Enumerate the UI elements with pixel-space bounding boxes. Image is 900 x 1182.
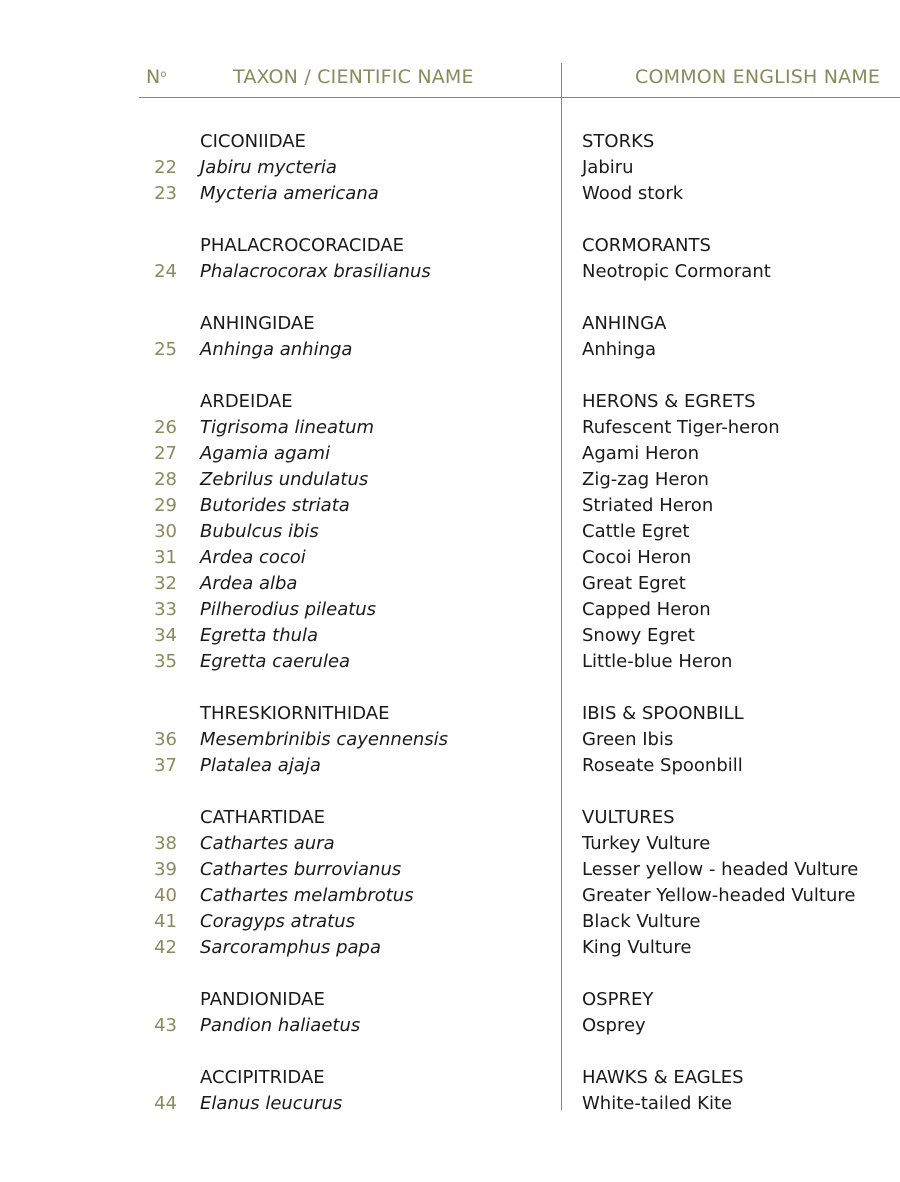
- scientific-name: Platalea ajaja: [200, 755, 321, 776]
- species-number: 43: [154, 1015, 177, 1036]
- family-name: ACCIPITRIDAE: [200, 1067, 325, 1088]
- table-header: [0, 0, 900, 99]
- species-row: [0, 441, 900, 467]
- species-row: [0, 415, 900, 441]
- species-number: 38: [154, 833, 177, 854]
- scientific-name: Zebrilus undulatus: [200, 469, 369, 490]
- scientific-name: Anhinga anhinga: [200, 339, 353, 360]
- species-number: 27: [154, 443, 177, 464]
- scientific-name: Phalacrocorax brasilianus: [200, 261, 431, 282]
- family-common-name: VULTURES: [582, 807, 675, 828]
- family-group: [0, 987, 900, 1039]
- species-number: 33: [154, 599, 177, 620]
- common-name: Cocoi Heron: [582, 547, 692, 568]
- family-row: [0, 389, 900, 415]
- species-row: [0, 857, 900, 883]
- common-name-column-header: COMMON ENGLISH NAME: [635, 66, 881, 88]
- species-number: 44: [154, 1093, 177, 1114]
- family-row: [0, 987, 900, 1013]
- species-number: 28: [154, 469, 177, 490]
- scientific-name: Egretta thula: [200, 625, 319, 646]
- family-row: [0, 311, 900, 337]
- species-row: [0, 727, 900, 753]
- family-name: ANHINGIDAE: [200, 313, 315, 334]
- species-number: 36: [154, 729, 177, 750]
- scientific-name: Jabiru mycteria: [200, 157, 337, 178]
- species-row: [0, 467, 900, 493]
- common-name: Osprey: [582, 1015, 646, 1036]
- species-number: 35: [154, 651, 177, 672]
- family-common-name: HAWKS & EAGLES: [582, 1067, 744, 1088]
- scientific-name: Egretta caerulea: [200, 651, 351, 672]
- species-number: 26: [154, 417, 177, 438]
- scientific-name: Pilherodius pileatus: [200, 599, 377, 620]
- scientific-name: Cathartes aura: [200, 833, 335, 854]
- species-row: [0, 545, 900, 571]
- scientific-name: Sarcoramphus papa: [200, 937, 381, 958]
- common-name: Jabiru: [582, 157, 634, 178]
- scientific-name: Ardea cocoi: [200, 547, 306, 568]
- family-name: THRESKIORNITHIDAE: [200, 703, 390, 724]
- common-name: Striated Heron: [582, 495, 714, 516]
- common-name: Neotropic Cormorant: [582, 261, 771, 282]
- species-row: [0, 493, 900, 519]
- species-row: [0, 181, 900, 207]
- family-group: [0, 233, 900, 285]
- species-row: [0, 519, 900, 545]
- common-name: Agami Heron: [582, 443, 700, 464]
- scientific-name: Cathartes burrovianus: [200, 859, 402, 880]
- species-number: 34: [154, 625, 177, 646]
- species-number: 40: [154, 885, 177, 906]
- common-name: Anhinga: [582, 339, 656, 360]
- species-number: 23: [154, 183, 177, 204]
- common-name: Green Ibis: [582, 729, 674, 750]
- family-group: [0, 311, 900, 363]
- species-row: [0, 935, 900, 961]
- scientific-name: Mesembrinibis cayennensis: [200, 729, 449, 750]
- scientific-name: Butorides striata: [200, 495, 350, 516]
- family-row: [0, 701, 900, 727]
- family-common-name: HERONS & EGRETS: [582, 391, 756, 412]
- species-number: 25: [154, 339, 177, 360]
- species-table: [0, 129, 900, 1143]
- family-common-name: IBIS & SPOONBILL: [582, 703, 744, 724]
- common-name: Cattle Egret: [582, 521, 690, 542]
- common-name: Roseate Spoonbill: [582, 755, 743, 776]
- taxon-column-header: TAXON / CIENTIFIC NAME: [233, 66, 474, 88]
- scientific-name: Bubulcus ibis: [200, 521, 319, 542]
- family-group: [0, 389, 900, 675]
- family-row: [0, 805, 900, 831]
- species-row: [0, 337, 900, 363]
- family-common-name: OSPREY: [582, 989, 654, 1010]
- family-common-name: ANHINGA: [582, 313, 667, 334]
- species-row: [0, 571, 900, 597]
- family-row: [0, 1065, 900, 1091]
- species-row: [0, 909, 900, 935]
- family-group: [0, 701, 900, 779]
- common-name: Greater Yellow-headed Vulture: [582, 885, 856, 906]
- species-row: [0, 883, 900, 909]
- family-name: ARDEIDAE: [200, 391, 293, 412]
- species-number: 29: [154, 495, 177, 516]
- species-number: 22: [154, 157, 177, 178]
- species-row: [0, 831, 900, 857]
- number-column-header: [146, 66, 167, 88]
- family-name: PHALACROCORACIDAE: [200, 235, 405, 256]
- common-name: King Vulture: [582, 937, 692, 958]
- family-group: [0, 805, 900, 961]
- species-number: 41: [154, 911, 177, 932]
- species-number: 37: [154, 755, 177, 776]
- number-header-label: N: [146, 66, 161, 88]
- family-name: CICONIIDAE: [200, 131, 306, 152]
- scientific-name: Coragyps atratus: [200, 911, 355, 932]
- species-row: [0, 753, 900, 779]
- species-row: [0, 155, 900, 181]
- common-name: Wood stork: [582, 183, 684, 204]
- family-common-name: STORKS: [582, 131, 655, 152]
- family-common-name: CORMORANTS: [582, 235, 711, 256]
- number-header-superscript: o: [160, 69, 167, 80]
- common-name: Rufescent Tiger-heron: [582, 417, 780, 438]
- common-name: Black Vulture: [582, 911, 701, 932]
- common-name: Lesser yellow - headed Vulture: [582, 859, 859, 880]
- species-row: [0, 1013, 900, 1039]
- common-name: Turkey Vulture: [582, 833, 711, 854]
- scientific-name: Agamia agami: [200, 443, 331, 464]
- common-name: Zig-zag Heron: [582, 469, 709, 490]
- family-name: PANDIONIDAE: [200, 989, 325, 1010]
- species-number: 39: [154, 859, 177, 880]
- family-group: [0, 129, 900, 207]
- species-number: 42: [154, 937, 177, 958]
- species-number: 31: [154, 547, 177, 568]
- scientific-name: Pandion haliaetus: [200, 1015, 361, 1036]
- common-name: Snowy Egret: [582, 625, 695, 646]
- scientific-name: Ardea alba: [200, 573, 298, 594]
- header-divider: [139, 97, 900, 98]
- common-name: Great Egret: [582, 573, 686, 594]
- common-name: Capped Heron: [582, 599, 711, 620]
- common-name: White-tailed Kite: [582, 1093, 733, 1114]
- scientific-name: Elanus leucurus: [200, 1093, 343, 1114]
- species-row: [0, 1091, 900, 1117]
- family-name: CATHARTIDAE: [200, 807, 326, 828]
- species-row: [0, 259, 900, 285]
- scientific-name: Cathartes melambrotus: [200, 885, 414, 906]
- species-number: 24: [154, 261, 177, 282]
- family-row: [0, 129, 900, 155]
- family-row: [0, 233, 900, 259]
- family-group: [0, 1065, 900, 1117]
- species-row: [0, 649, 900, 675]
- scientific-name: Mycteria americana: [200, 183, 379, 204]
- species-number: 30: [154, 521, 177, 542]
- species-row: [0, 597, 900, 623]
- scientific-name: Tigrisoma lineatum: [200, 417, 375, 438]
- species-row: [0, 623, 900, 649]
- species-number: 32: [154, 573, 177, 594]
- common-name: Little-blue Heron: [582, 651, 733, 672]
